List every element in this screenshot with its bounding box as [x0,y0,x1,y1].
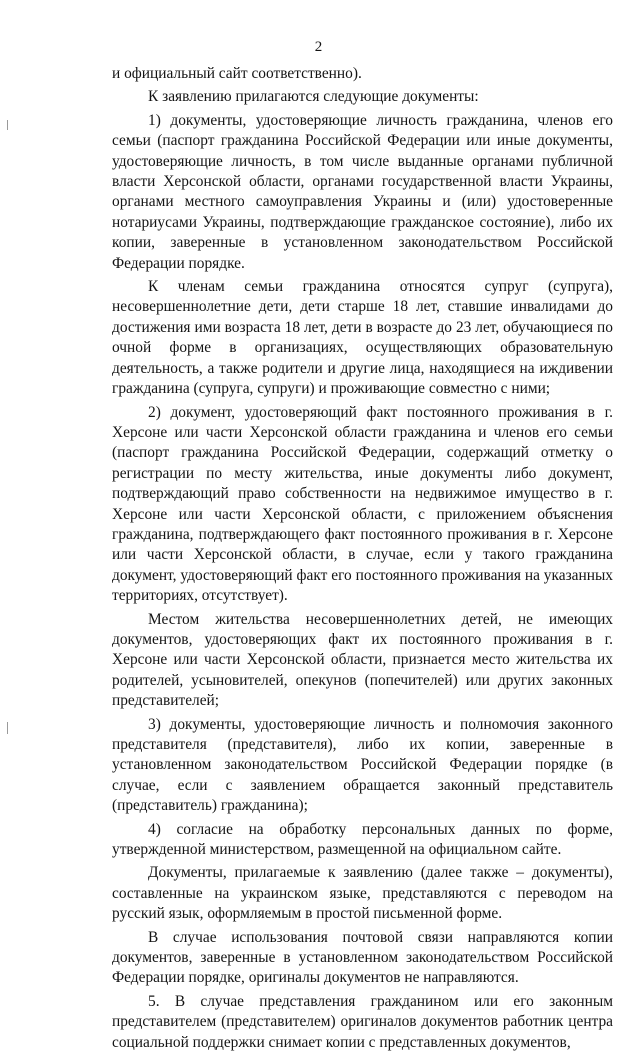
paragraph: К членам семьи гражданина относятся супруг (супруга), несовершеннолетние дети, дети старше 18 лет, ставшие инвалидами до достижения ими возраста 18 лет, дети в возрасте до 23 лет, обучающиеся по очной форме в организациях, осуществляющих образовательную деятельность, а также родители и другие лица, находящиеся на иждивении гражданина (супруга, супруги) и проживающие совместно с ними; [112,278,613,398]
paragraph: 4) согласие на обработку персональных данных по форме, утвержденной министерством, размещенной на официальном сайте. [112,820,613,859]
page-number: 2 [314,39,323,55]
margin-mark [7,722,8,734]
margin-mark [7,120,8,130]
paragraph: Местом жительства несовершеннолетних детей, не имеющих документов, удостоверяющих факт их постоянного проживания в г. Херсоне или части Херсонской области, признается место жительства их родителей, усыновителей, опекунов (попечителей) или других законных представителей; [112,610,613,710]
paragraph: Документы, прилагаемые к заявлению (далее также – документы), составленные на украинском языке, представляются с переводом на русский язык, оформляемым в простой письменной форме. [112,864,613,923]
paragraph: К заявлению прилагаются следующие документы: [148,88,479,106]
paragraph: 2) документ, удостоверяющий факт постоянного проживания в г. Херсоне или части Херсонской области гражданина и членов его семьи (паспорт гражданина Российской Федерации, содержащий отметку о регистрации по месту жительства, иные документы либо документ, подтверждающий право собственности на недвижимое имущество в г. Херсоне или части Херсонской области, с приложением объяснения гражданина, подтверждающего факт постоянного проживания в г. Херсоне или части Херсонской области, в случае, если у такого гражданина документ, удостоверяющий факт его постоянного проживания на указанных территориях, отсутствует). [112,403,613,605]
document-body [112,64,613,1056]
paragraph: 3) документы, удостоверяющие личность и полномочия законного представителя (представителя), либо их копии, заверенные в установленном законодательством Российской Федерации порядке (в случае, если с заявлением обращается законный представитель (представитель) гражданина); [112,715,613,815]
paragraph: 5. В случае представления гражданином или его законным представителем (представителем) оригиналов документов работник центра социальной поддержки снимает копии с представленных документов, [112,992,613,1051]
paragraph: В случае использования почтовой связи направляются копии документов, заверенные в установленном законодательством Российской Федерации порядке, оригиналы документов не направляются. [112,928,613,987]
paragraph: и официальный сайт соответственно). [112,65,362,82]
paragraph: 1) документы, удостоверяющие личность гражданина, членов его семьи (паспорт гражданина Российской Федерации или иные документы, удостоверяющие личность, в том числе выданные органами публичной власти Херсонской области, органами государственной власти Украины, органами местного самоуправления Украины и (или) удостоверенные нотариусами Украины, подтверждающие гражданское состояние), либо их копии, заверенные в установленном законодательством Российской Федерации порядке. [112,111,613,272]
